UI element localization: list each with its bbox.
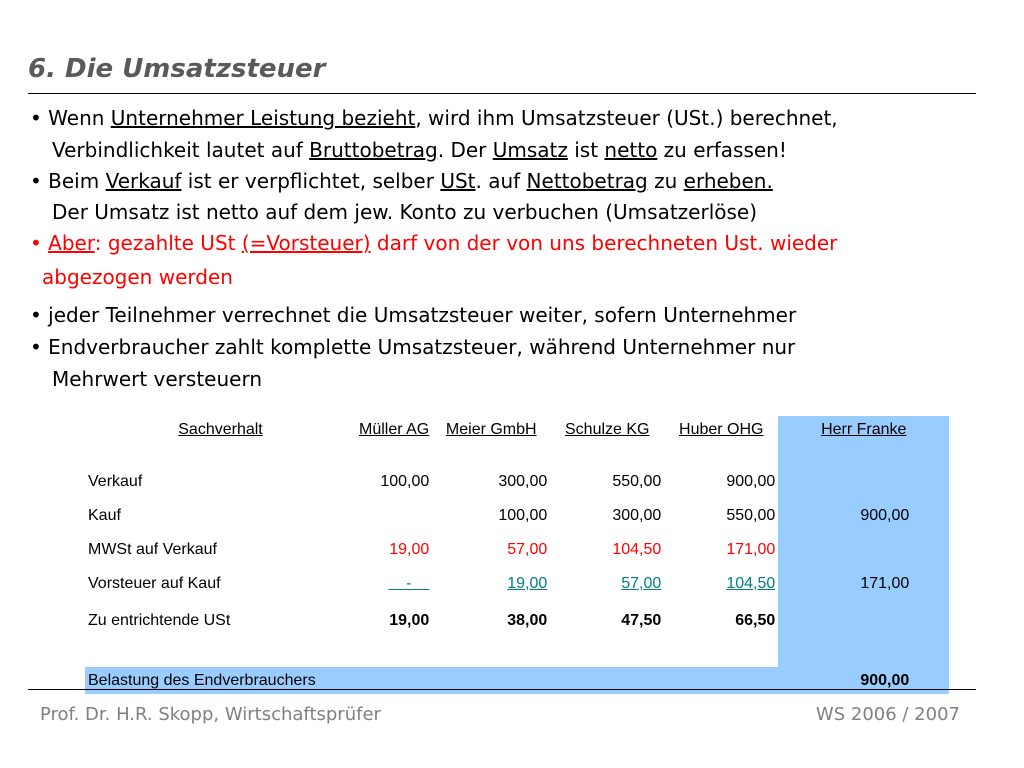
footer-semester: WS 2006 / 2007 (815, 704, 960, 725)
underlined-text: USt (440, 169, 476, 193)
table-row (85, 567, 949, 601)
cell (356, 499, 432, 533)
bullet-marker: • (30, 169, 42, 193)
tax-table (85, 416, 949, 694)
underlined-text: netto (604, 138, 658, 162)
cell: 550,00 (726, 507, 776, 524)
header-franke: Herr Franke (778, 416, 949, 444)
cell: 100,00 (498, 507, 548, 524)
text: . Der (437, 138, 493, 162)
footer-author: Prof. Dr. H.R. Skopp, Wirtschaftsprüfer (40, 704, 381, 725)
underlined-text: Nettobetrag (526, 169, 648, 193)
title-divider (28, 93, 976, 94)
bullet-marker: • (30, 231, 42, 255)
header-huber: Huber OHG (679, 421, 764, 438)
bullet-4: • jeder Teilnehmer verrechnet die Umsatzsteuer weiter, sofern Unternehmer (30, 303, 797, 327)
spacer-row (85, 641, 949, 667)
bullet-1-line-1 (30, 106, 838, 130)
bullet-5-line-1: • Endverbraucher zahlt komplette Umsatzsteuer, während Unternehmer nur (30, 335, 796, 359)
cell: 300,00 (498, 473, 548, 490)
text: , wird ihm Umsatzsteuer (USt.) berechnet, (415, 106, 838, 130)
text: Wenn (41, 106, 111, 130)
underlined-text: Umsatz (492, 138, 568, 162)
cell: 550,00 (612, 473, 662, 490)
cell: 171,00 (778, 567, 949, 601)
cell: 100,00 (380, 473, 430, 490)
text: : gezahlte USt (94, 231, 242, 255)
header-meier: Meier GmbH (445, 421, 537, 438)
summary-value: 900,00 (860, 671, 910, 689)
underlined-text: (=Vorsteuer) (241, 231, 371, 255)
bullet-3-line-1 (30, 231, 837, 255)
header-sachverhalt: Sachverhalt (178, 421, 263, 438)
spacer-row (85, 444, 949, 465)
header-schulze: Schulze KG (565, 421, 650, 438)
dash-value: - (388, 575, 430, 592)
table-row (85, 465, 949, 499)
cell: 19,00 (389, 541, 430, 558)
text: zu erfassen! (657, 138, 787, 162)
cell: 57,00 (507, 541, 548, 558)
cell: 900,00 (778, 499, 949, 533)
text: zu (647, 169, 684, 193)
row-label: Kauf (88, 507, 121, 524)
cell: 171,00 (726, 541, 776, 558)
bullet-2-line-2 (52, 200, 757, 224)
text: darf von der von uns berechneten Ust. wieder (370, 231, 838, 255)
underlined-text: Bruttobetrag (309, 138, 438, 162)
cell (778, 465, 949, 499)
teal-value: 104,50 (726, 575, 776, 592)
cell: 300,00 (612, 507, 662, 524)
text: abgezogen werden (42, 265, 233, 289)
cell: 104,50 (612, 541, 662, 558)
cell: 47,50 (621, 612, 662, 629)
teal-value: 19,00 (507, 575, 548, 592)
text: Der Umsatz ist netto auf dem jew. Konto zu verbuchen (Umsatzerlöse) (52, 200, 758, 224)
table-header-row (85, 416, 949, 444)
bullet-2-line-1 (30, 169, 773, 193)
row-label: Vorsteuer auf Kauf (88, 575, 221, 592)
bullet-5-line-2: Mehrwert versteuern (52, 367, 262, 391)
cell: 19,00 (389, 612, 430, 629)
row-label: MWSt auf Verkauf (88, 541, 217, 558)
cell: 38,00 (507, 612, 548, 629)
cell (664, 567, 778, 601)
text: Beim (41, 169, 106, 193)
summary-label: Belastung des Endverbrauchers (88, 671, 316, 689)
bullet-marker: • (30, 106, 42, 130)
cell (356, 567, 432, 601)
slide-title: 6. Die Umsatzsteuer (28, 54, 326, 84)
underlined-text: Verkauf (105, 169, 182, 193)
table-row (85, 499, 949, 533)
row-label: Verkauf (88, 473, 143, 490)
text: ist er verpflichtet, selber (181, 169, 441, 193)
text: ist (567, 138, 605, 162)
underlined-text: Unternehmer Leistung bezieht (110, 106, 416, 130)
underlined-text: erheben. (683, 169, 773, 193)
header-mueller: Müller AG (359, 421, 430, 438)
text: . auf (475, 169, 527, 193)
text: Verbindlichkeit lautet auf (52, 138, 310, 162)
cell: 66,50 (735, 612, 776, 629)
row-label: Zu entrichtende USt (88, 612, 231, 629)
underlined-text: Aber (48, 231, 95, 255)
bullet-3-line-2 (42, 265, 233, 289)
table-row (85, 533, 949, 567)
table-row (85, 601, 949, 641)
footer-divider (28, 689, 976, 690)
cell (550, 567, 664, 601)
cell (432, 567, 550, 601)
cell: 900,00 (726, 473, 776, 490)
teal-value: 57,00 (621, 575, 662, 592)
cell (778, 533, 949, 567)
cell (778, 601, 949, 641)
bullet-1-line-2 (52, 138, 787, 162)
